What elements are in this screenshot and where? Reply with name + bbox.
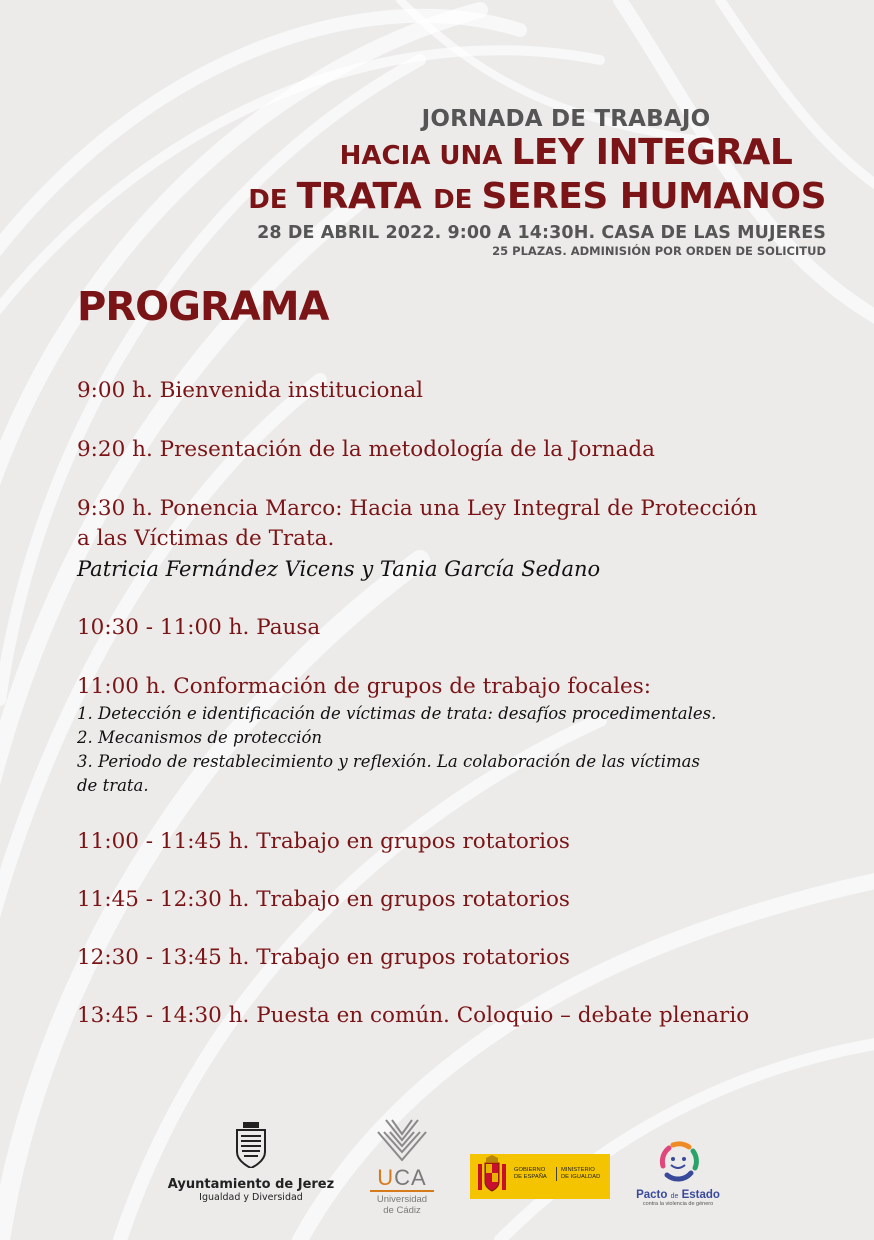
event-title-line-1 xyxy=(226,134,826,178)
schedule-item: 9:00 h. Bienvenida institucional xyxy=(77,378,424,403)
title-fragment: LEY INTEGRAL xyxy=(511,132,793,173)
event-kicker: JORNADA DE TRABAJO xyxy=(421,106,711,132)
ayuntamiento-jerez-logo xyxy=(156,1122,346,1203)
event-date-venue: 28 DE ABRIL 2022. 9:00 A 14:30H. CASA DE LAS MUJERES xyxy=(257,223,826,243)
pacto-subtitle: contra la violencia de género xyxy=(642,1201,714,1207)
title-fragment: HACIA UNA xyxy=(339,141,512,171)
title-fragment: SERES HUMANOS xyxy=(481,176,826,217)
uca-subtitle: de Cádiz xyxy=(383,1205,421,1216)
gobierno-line: GOBIERNO xyxy=(514,1167,546,1173)
uca-emblem-icon xyxy=(372,1118,432,1162)
program-schedule xyxy=(77,376,847,1031)
focal-group-item: 2. Mecanismos de protección xyxy=(77,728,323,747)
event-header xyxy=(226,104,826,258)
gobierno-line: DE ESPAÑA xyxy=(514,1174,547,1180)
event-seats-note: 25 PLAZAS. ADMINISIÓN POR ORDEN DE SOLICITUD xyxy=(492,244,826,258)
schedule-item: 12:30 - 13:45 h. Trabajo en grupos rotatorios xyxy=(77,945,570,970)
uca-divider xyxy=(370,1190,434,1192)
schedule-item: 11:45 - 12:30 h. Trabajo en grupos rotatorios xyxy=(77,887,570,912)
ministerio-line: MINISTERIO xyxy=(561,1167,595,1173)
jerez-crest-icon xyxy=(234,1122,268,1168)
sponsor-logos xyxy=(0,1110,874,1230)
focal-group-item: de trata. xyxy=(77,776,149,795)
schedule-item: 9:20 h. Presentación de la metodología de la Jornada xyxy=(77,437,656,462)
uca-letters: CA xyxy=(394,1165,427,1190)
gobierno-espana-ministerio-igualdad-logo xyxy=(470,1154,610,1199)
focal-group-item: 1. Detección e identificación de víctimas de trata: desafíos procedimentales. xyxy=(77,704,717,723)
focal-group-item: 3. Periodo de restablecimiento y reflexión. La colaboración de las víctimas xyxy=(77,752,700,771)
schedule-item: 13:45 - 14:30 h. Puesta en común. Coloquio – debate plenario xyxy=(77,1003,750,1028)
title-fragment: DE xyxy=(433,185,482,215)
title-fragment: TRATA xyxy=(296,176,434,217)
schedule-item: 10:30 - 11:00 h. Pausa xyxy=(77,615,321,640)
spain-coat-of-arms-icon xyxy=(472,1154,512,1199)
ministerio-label xyxy=(556,1167,600,1181)
uca-subtitle: Universidad xyxy=(376,1194,428,1205)
speaker-names: Patricia Fernández Vicens y Tania García Sedano xyxy=(77,557,601,581)
uca-acronym xyxy=(362,1167,442,1189)
pacto-de-estado-logo xyxy=(628,1140,728,1207)
pacto-word: Pacto xyxy=(636,1189,671,1201)
jerez-name: Ayuntamiento de Jerez xyxy=(167,1177,335,1192)
uca-letter: U xyxy=(377,1165,395,1190)
schedule-item: 9:30 h. Ponencia Marco: Hacia una Ley Integral de Protección xyxy=(77,496,758,521)
pacto-smile-icon xyxy=(655,1140,701,1182)
title-fragment: DE xyxy=(248,185,297,215)
universidad-cadiz-logo xyxy=(362,1118,442,1216)
schedule-item-continuation: a las Víctimas de Trata. xyxy=(77,526,335,551)
event-title-line-2 xyxy=(226,178,826,222)
schedule-item: 11:00 - 11:45 h. Trabajo en grupos rotatorios xyxy=(77,829,570,854)
gobierno-label xyxy=(514,1167,547,1181)
jerez-department: Igualdad y Diversidad xyxy=(199,1192,303,1203)
pacto-word: Estado xyxy=(678,1189,720,1201)
pacto-name xyxy=(628,1189,728,1201)
ministerio-line: DE IGUALDAD xyxy=(561,1174,601,1180)
schedule-item: 11:00 h. Conformación de grupos de trabajo focales: xyxy=(77,674,651,699)
program-title: PROGRAMA xyxy=(77,284,329,330)
pacto-word: de xyxy=(670,1193,679,1200)
